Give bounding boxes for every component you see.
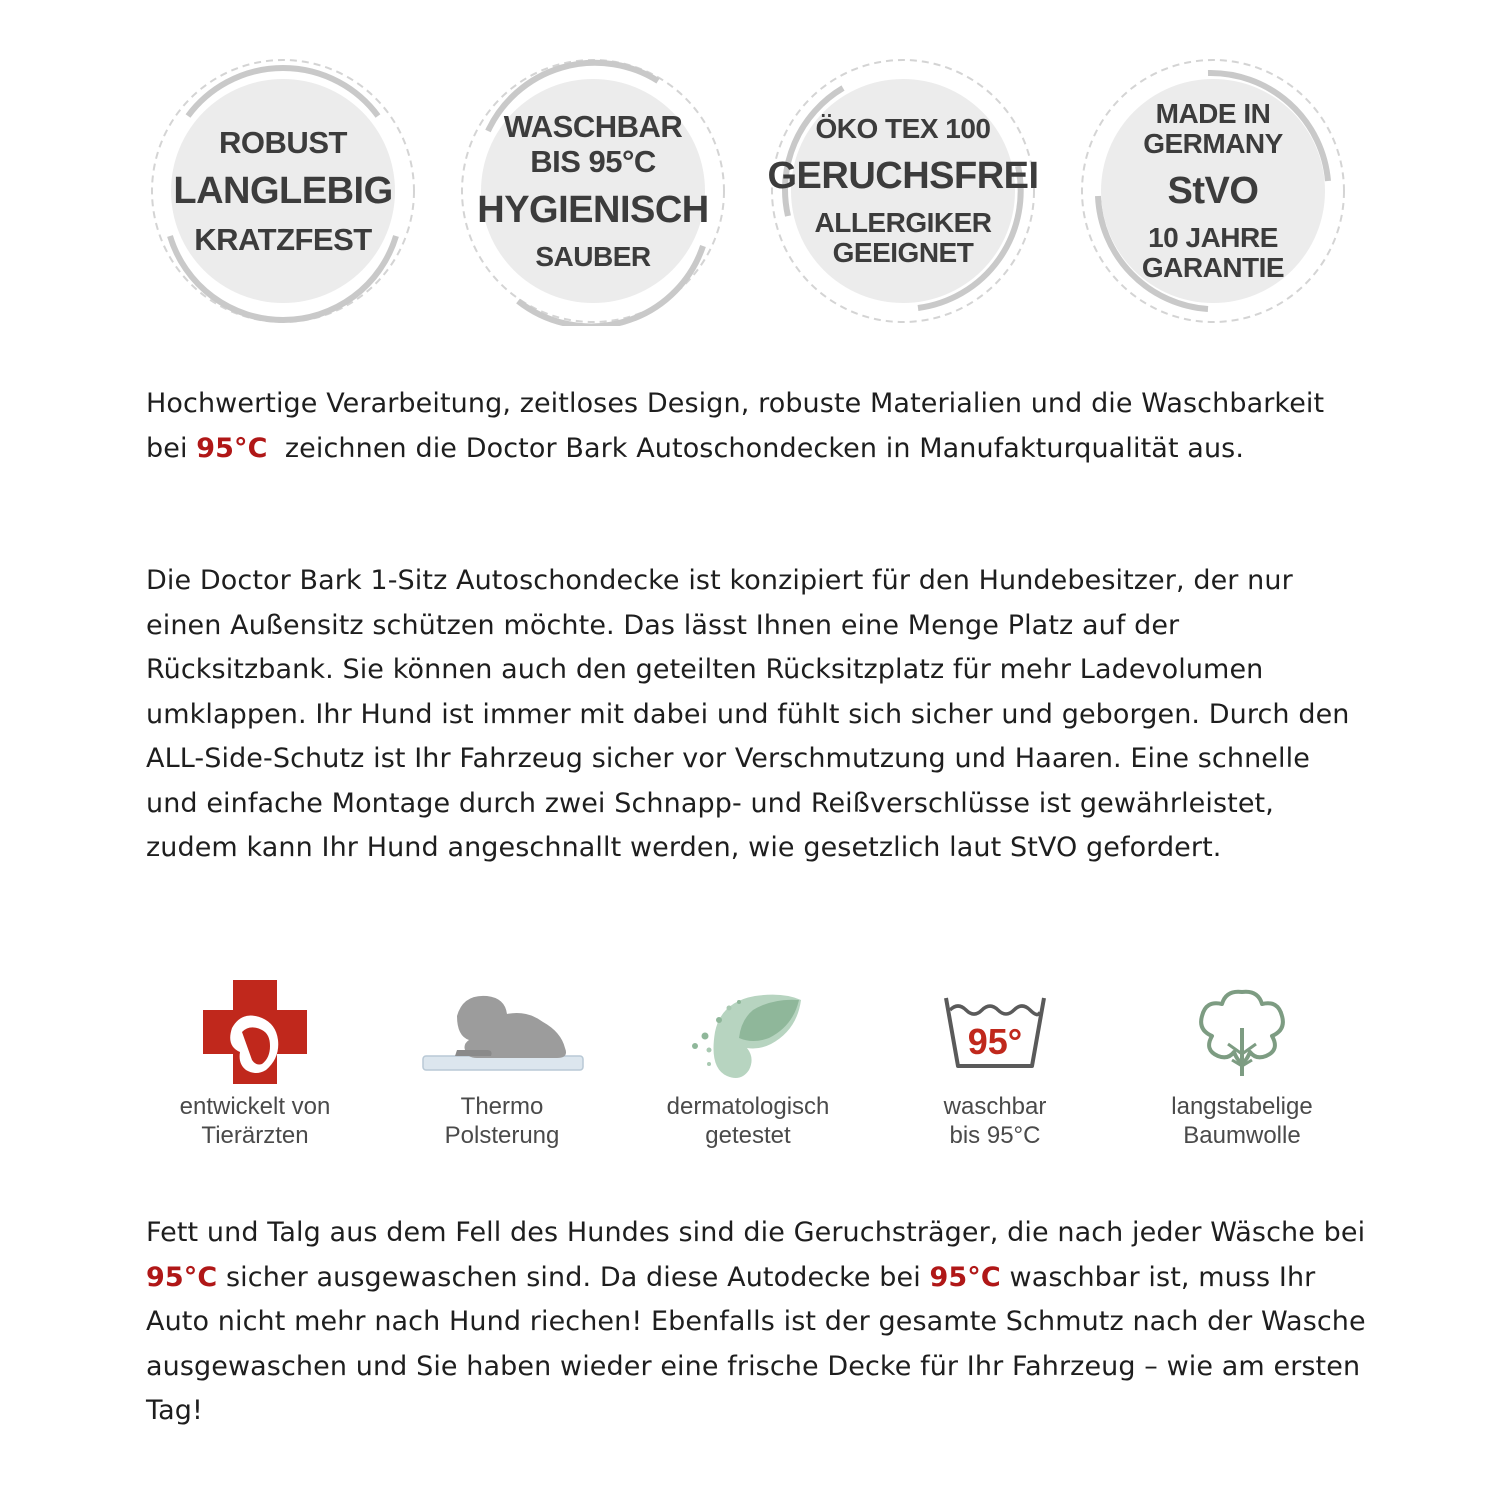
caption-line: bis 95°C — [949, 1122, 1041, 1149]
feature-badges-row — [0, 0, 1500, 350]
badge-oekotex — [768, 56, 1038, 326]
badge-line: GERUCHSFREI — [767, 155, 1039, 197]
caption-line: getestet — [705, 1122, 791, 1149]
vet-cross-icon — [130, 980, 380, 1090]
feature-washable — [870, 980, 1120, 1170]
temperature-highlight: 95°C — [146, 1261, 218, 1293]
feature-caption — [870, 1092, 1120, 1150]
badge-line: GARANTIE — [1141, 252, 1285, 283]
caption-line: Tierärzten — [201, 1122, 309, 1149]
badge-line: SAUBER — [535, 241, 651, 272]
badge-line: GEEIGNET — [832, 237, 974, 268]
badge-robust — [148, 56, 418, 326]
feature-icons-row — [0, 980, 1500, 1180]
wash-95-icon — [870, 980, 1120, 1090]
badge-line: GERMANY — [1143, 128, 1283, 159]
feature-cotton — [1117, 980, 1367, 1170]
badge-line: MADE IN — [1155, 98, 1271, 129]
caption-line: Thermo — [460, 1093, 544, 1120]
badge-line: StVO — [1167, 170, 1259, 212]
dog-on-mat-icon — [377, 980, 627, 1090]
temperature-highlight: 95°C — [196, 432, 268, 464]
badge-line: WASCHBAR — [503, 109, 683, 144]
badge-line: 10 JAHRE — [1148, 222, 1278, 253]
badge-line: LANGLEBIG — [173, 170, 393, 212]
caption-line: dermatologisch — [666, 1093, 830, 1120]
description-paragraph: Die Doctor Bark 1-Sitz Autoschondecke ist konzipiert für den Hundebesitzer, der nur einen Außensitz schützen möchte. Das lässt Ihnen eine Menge Platz auf der Rücksitzbank. Sie können auch den geteilten Rücksitzplatz für mehr Ladevolumen umklappen. Ihr Hund ist immer mit dabei und fühlt sich sicher und geborgen. Durch den ALL-Side-Schutz ist Ihr Fahrzeug sicher vor Verschmutzung und Haaren. Eine schnelle und einfache Montage durch zwei Schnapp- und Reißverschlüsse ist gewährleistet, zudem kann Ihr Hund angeschnallt werden, wie gesetzlich laut StVO gefordert. — [146, 565, 1350, 863]
badge-line: ALLERGIKER — [814, 207, 992, 238]
badge-line: BIS 95°C — [530, 144, 656, 179]
badge-line: HYGIENISCH — [477, 189, 709, 231]
feature-caption — [377, 1092, 627, 1150]
cotton-plant-icon — [1117, 980, 1367, 1090]
badge-line: ROBUST — [219, 125, 347, 160]
caption-line: entwickelt von — [179, 1093, 331, 1120]
closing-text: waschbar ist, muss Ihr Auto nicht mehr nach Hund riechen! Ebenfalls ist der gesamte Schmutz nach der Wasche ausgewaschen und Sie haben wieder eine frische Decke für Ihr Fahrzeug – wie am ersten Tag! — [146, 1261, 1366, 1426]
closing-text: sicher ausgewaschen sind. Da diese Autodecke bei — [217, 1261, 930, 1293]
temperature-highlight: 95°C — [929, 1261, 1001, 1293]
badge-line: ÖKO TEX 100 — [815, 113, 991, 144]
feature-caption — [1117, 1092, 1367, 1150]
feature-dermatology — [623, 980, 873, 1170]
feature-thermo — [377, 980, 627, 1170]
intro-text: zeichnen die Doctor Bark Autoschondecken in Manufakturqualität aus. — [267, 432, 1245, 464]
feature-vet — [130, 980, 380, 1170]
caption-line: waschbar — [943, 1093, 1047, 1120]
caption-line: langstabelige — [1171, 1093, 1313, 1120]
caption-line: Baumwolle — [1183, 1122, 1301, 1149]
closing-paragraph — [146, 1211, 1366, 1434]
feature-caption — [623, 1092, 873, 1150]
leaf-icon — [623, 980, 873, 1090]
feature-caption — [130, 1092, 380, 1150]
wash-temperature-label: 95° — [967, 1021, 1023, 1062]
caption-line: Polsterung — [444, 1122, 560, 1149]
badge-made-in-germany — [1078, 56, 1348, 326]
intro-text: Hochwertige Verarbeitung, zeitloses Design, robuste Materialien und die Waschbarkeit bei — [146, 388, 1325, 464]
badge-line: KRATZFEST — [194, 222, 372, 257]
intro-paragraph — [146, 382, 1366, 471]
closing-text: Fett und Talg aus dem Fell des Hundes sind die Geruchsträger, die nach jeder Wäsche bei — [146, 1217, 1366, 1248]
badge-waschbar — [458, 56, 728, 326]
